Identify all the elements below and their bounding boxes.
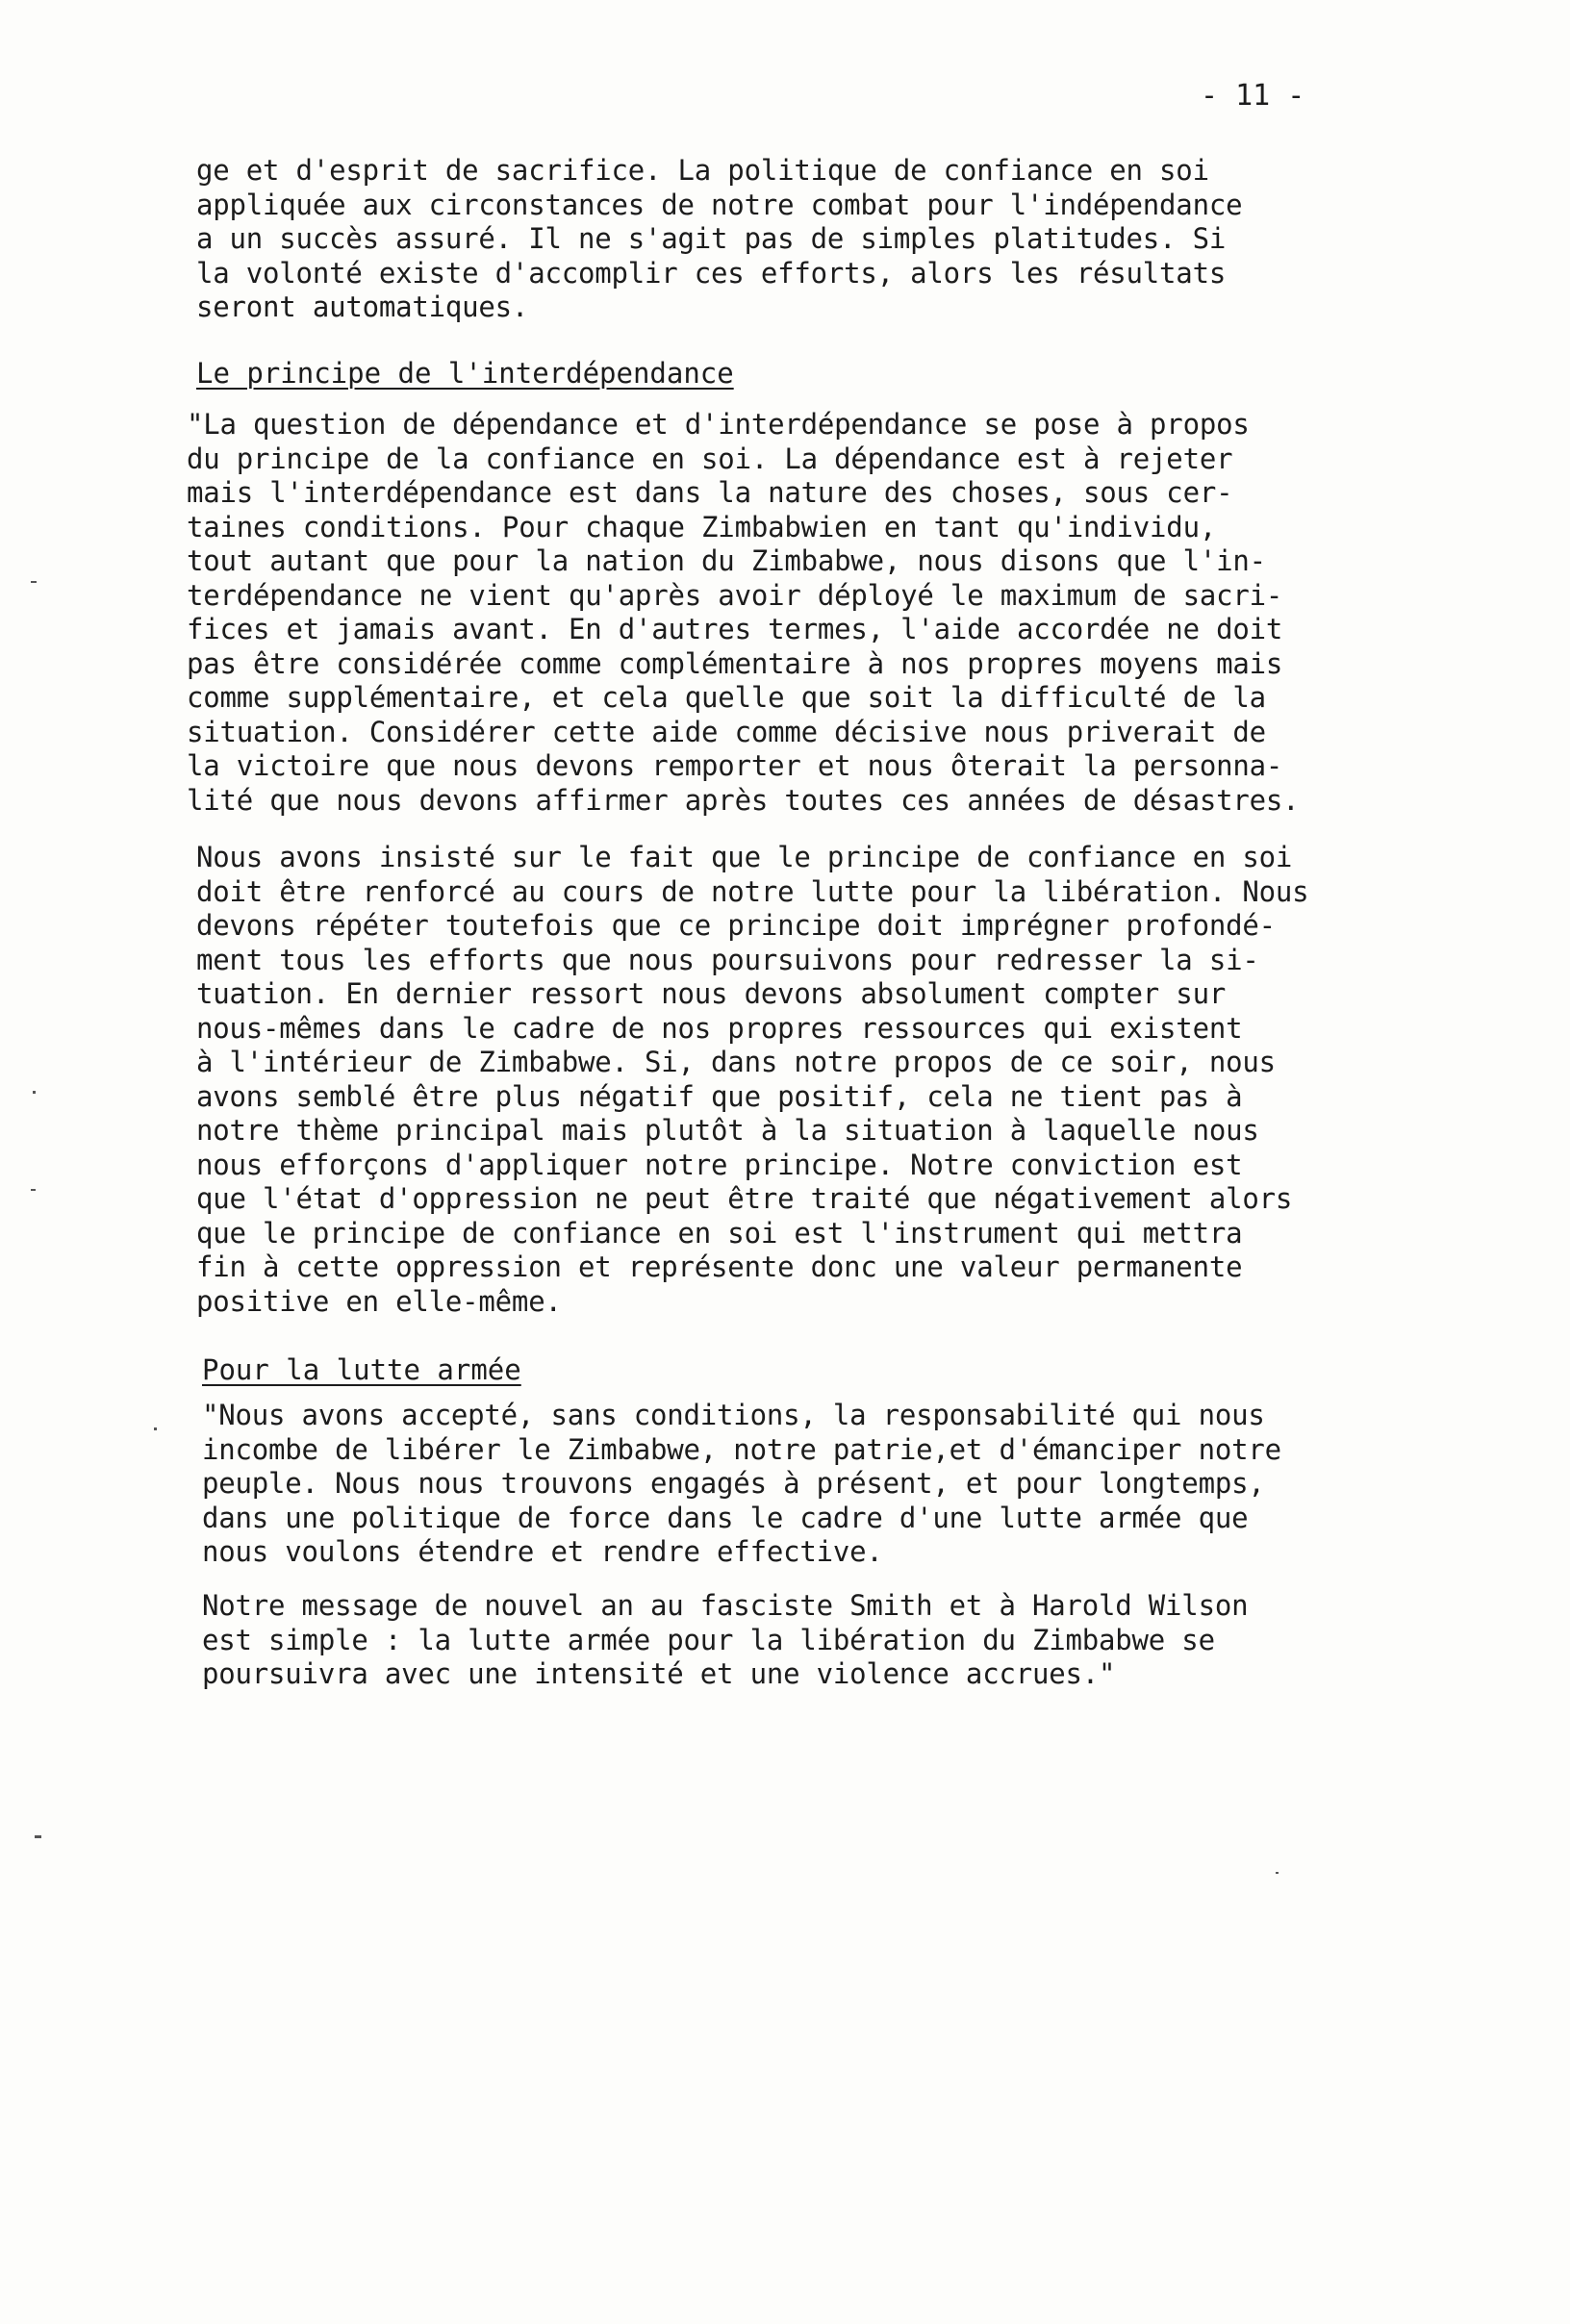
text-line: nous voulons étendre et rendre effective. (202, 1535, 883, 1568)
text-line: "La question de dépendance et d'interdépendance se pose à propos (187, 408, 1250, 441)
text-line: doit être renforcé au cours de notre lutte pour la libération. Nous (196, 874, 1309, 908)
text-line: est simple : la lutte armée pour la libération du Zimbabwe se (202, 1623, 1215, 1656)
text-line: pas être considérée comme complémentaire à nos propres moyens mais (187, 646, 1283, 680)
scan-speck (33, 1091, 36, 1094)
text-line: a un succès assuré. Il ne s'agit pas de simples platitudes. Si (196, 222, 1227, 255)
text-line: notre thème principal mais plutôt à la situation à laquelle nous (196, 1114, 1259, 1147)
text-line: tuation. En dernier ressort nous devons absolument compter sur (196, 977, 1227, 1010)
text-line: tout autant que pour la nation du Zimbabwe, nous disons que l'in- (187, 544, 1266, 577)
scan-speck (31, 1189, 36, 1191)
paragraph-lutte (202, 1399, 1281, 1570)
text-line: à l'intérieur de Zimbabwe. Si, dans notre propos de ce soir, nous (196, 1046, 1276, 1078)
paragraph-intro (196, 154, 1242, 325)
text-line: la victoire que nous devons remporter et nous ôterait la personna- (187, 749, 1283, 782)
page-number: - 11 - (1201, 79, 1305, 113)
paragraph-confiance (196, 841, 1308, 1319)
text-line: taines conditions. Pour chaque Zimbabwien en tant qu'individu, (187, 510, 1217, 543)
paragraph-message (202, 1589, 1248, 1692)
text-line: mais l'interdépendance est dans la nature des choses, sous cer- (187, 476, 1233, 509)
text-line: avons semblé être plus négatif que positif, cela ne tient pas à (196, 1079, 1243, 1113)
text-line: que le principe de confiance en soi est l'instrument qui mettra (196, 1216, 1243, 1250)
paragraph-interdependance (187, 408, 1299, 818)
text-line: devons répéter toutefois que ce principe doit imprégner profondé- (196, 909, 1276, 942)
scan-speck (154, 1427, 157, 1430)
text-line: fices et jamais avant. En d'autres termes, l'aide accordée ne doit (187, 613, 1283, 645)
scan-speck (31, 581, 37, 583)
text-line: ment tous les efforts que nous poursuivons pour redresser la si- (196, 943, 1259, 976)
text-line: situation. Considérer cette aide comme décisive nous priverait de (187, 715, 1266, 748)
text-line: incombe de libérer le Zimbabwe, notre patrie,et d'émanciper notre (202, 1432, 1281, 1466)
text-line: fin à cette oppression et représente donc une valeur permanente (196, 1250, 1243, 1283)
text-line: Notre message de nouvel an au fasciste Smith et à Harold Wilson (202, 1589, 1249, 1622)
section-heading-interdependance: Le principe de l'interdépendance (196, 357, 734, 390)
section-heading-lutte: Pour la lutte armée (202, 1353, 521, 1386)
text-line: appliquée aux circonstances de notre combat pour l'indépendance (196, 188, 1243, 221)
text-line: terdépendance ne vient qu'après avoir déployé le maximum de sacri- (187, 578, 1283, 612)
text-line: poursuivra avec une intensité et une violence accrues." (202, 1657, 1116, 1690)
text-line: comme supplémentaire, et cela quelle que soit la difficulté de la (187, 681, 1266, 714)
scan-speck (35, 1835, 41, 1838)
scan-speck (1276, 1872, 1279, 1874)
text-line: nous-mêmes dans le cadre de nos propres ressources qui existent (196, 1011, 1243, 1045)
text-line: positive en elle-même. (196, 1284, 562, 1318)
text-line: peuple. Nous nous trouvons engagés à présent, et pour longtemps, (202, 1467, 1265, 1500)
text-line: que l'état d'oppression ne peut être traité que négativement alors (196, 1182, 1293, 1215)
text-line: lité que nous devons affirmer après toutes ces années de désastres. (187, 783, 1300, 817)
text-line: la volonté existe d'accomplir ces efforts, alors les résultats (196, 256, 1227, 290)
text-line: dans une politique de force dans le cadre d'une lutte armée que (202, 1501, 1249, 1534)
text-line: Nous avons insisté sur le fait que le principe de confiance en soi (196, 841, 1293, 873)
text-line: "Nous avons accepté, sans conditions, la responsabilité qui nous (202, 1399, 1265, 1431)
text-line: seront automatiques. (196, 290, 529, 323)
text-line: nous efforçons d'appliquer notre principe. Notre conviction est (196, 1148, 1243, 1181)
text-line: ge et d'esprit de sacrifice. La politique de confiance en soi (196, 154, 1209, 187)
text-line: du principe de la confiance en soi. La dépendance est à rejeter (187, 442, 1233, 475)
